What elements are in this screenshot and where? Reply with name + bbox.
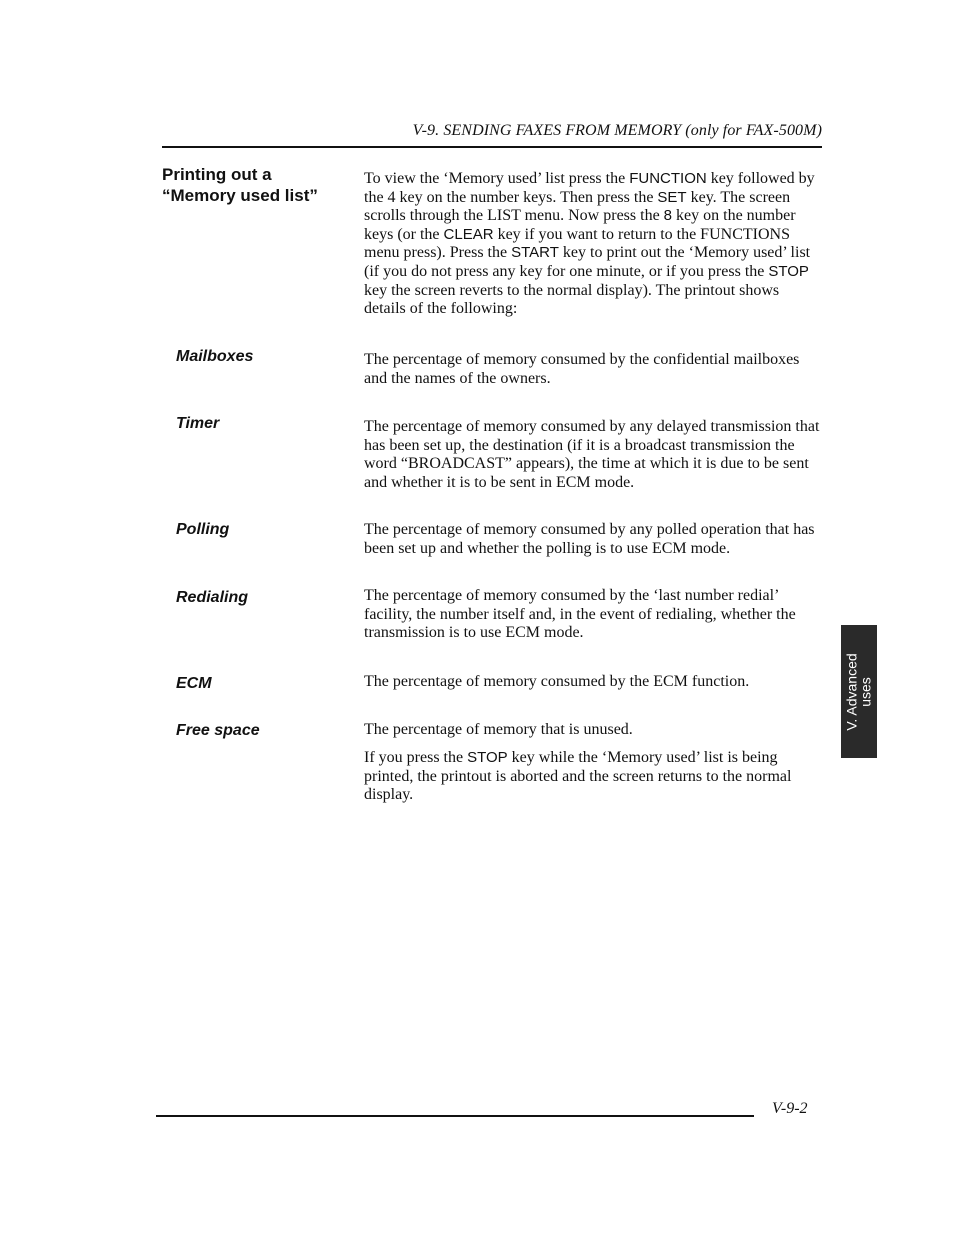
stop-key-name-2: STOP [467, 749, 508, 766]
section-heading-line1: Printing out a [162, 165, 272, 184]
set-key-name: SET [657, 188, 687, 206]
item-label-redialing: Redialing [176, 589, 249, 606]
item-text-polling: The percentage of memory consumed by any polled operation that has been set up and whether the polling is to use ECM mode. [364, 521, 815, 557]
side-tab-line1: V. Advanced [844, 652, 861, 731]
clear-key-name: CLEAR [443, 225, 494, 243]
item-text-mailboxes: The percentage of memory consumed by the confidential mailboxes and the names of the owners. [364, 351, 800, 387]
header-rule [162, 146, 822, 148]
item-text-free-space: The percentage of memory that is unused. [364, 721, 633, 738]
eight-key-name: 8 [663, 207, 673, 225]
intro-text-2: key followed by the 4 key on the number keys. Then press the [364, 170, 815, 206]
section-heading-line2: “Memory used list” [162, 186, 318, 205]
intro-text-7: key the screen reverts to the normal display). The printout shows details of the following: [364, 281, 780, 318]
item-label-mailboxes: Mailboxes [176, 348, 254, 365]
intro-paragraph [364, 170, 822, 319]
function-key-name: FUNCTION [629, 170, 707, 187]
section-heading [162, 164, 362, 206]
stop-key-name: STOP [768, 262, 809, 280]
page-number: V-9-2 [772, 1100, 808, 1117]
footer-rule [156, 1115, 754, 1117]
item-text-ecm: The percentage of memory consumed by the ECM function. [364, 673, 750, 690]
intro-text-3: key. The screen scrolls through the LIST menu. Now press the [364, 188, 791, 225]
intro-text-1: To view the ‘Memory used’ list press the [364, 170, 630, 187]
stop-note-paragraph [364, 749, 822, 805]
item-text-redialing: The percentage of memory consumed by the ‘last number redial’ facility, the number itself and, in the event of redialing, whether the transmission is to use ECM mode. [364, 587, 796, 642]
item-label-ecm: ECM [176, 675, 212, 692]
side-tab-line2: uses [858, 676, 875, 707]
intro-text-5: key if you want to return to the FUNCTIONS menu press). Press the [364, 225, 790, 262]
item-label-polling: Polling [176, 521, 230, 538]
item-label-timer: Timer [176, 415, 220, 432]
start-key-name: START [511, 244, 559, 262]
item-text-timer: The percentage of memory consumed by any delayed transmission that has been set up, the destination (if it is a broadcast transmission the word “BROADCAST” appears), the time at which it is due to be sent and whether it is to be sent in ECM mode. [364, 418, 820, 491]
stop-note-text-2: key while the ‘Memory used’ list is being printed, the printout is aborted and the screen returns to the normal display. [364, 749, 792, 804]
chapter-side-tab-label [845, 653, 873, 730]
stop-note-text-1: If you press the [364, 749, 468, 766]
chapter-side-tab [841, 625, 877, 758]
item-label-free-space: Free space [176, 722, 260, 739]
intro-text-4: key on the number keys (or the [364, 207, 796, 243]
running-header: V-9. SENDING FAXES FROM MEMORY (only for FAX-500M) [412, 122, 822, 139]
intro-text-6: key to print out the ‘Memory used’ list (if you do not press any key for one minute, or if you press the [364, 244, 811, 280]
